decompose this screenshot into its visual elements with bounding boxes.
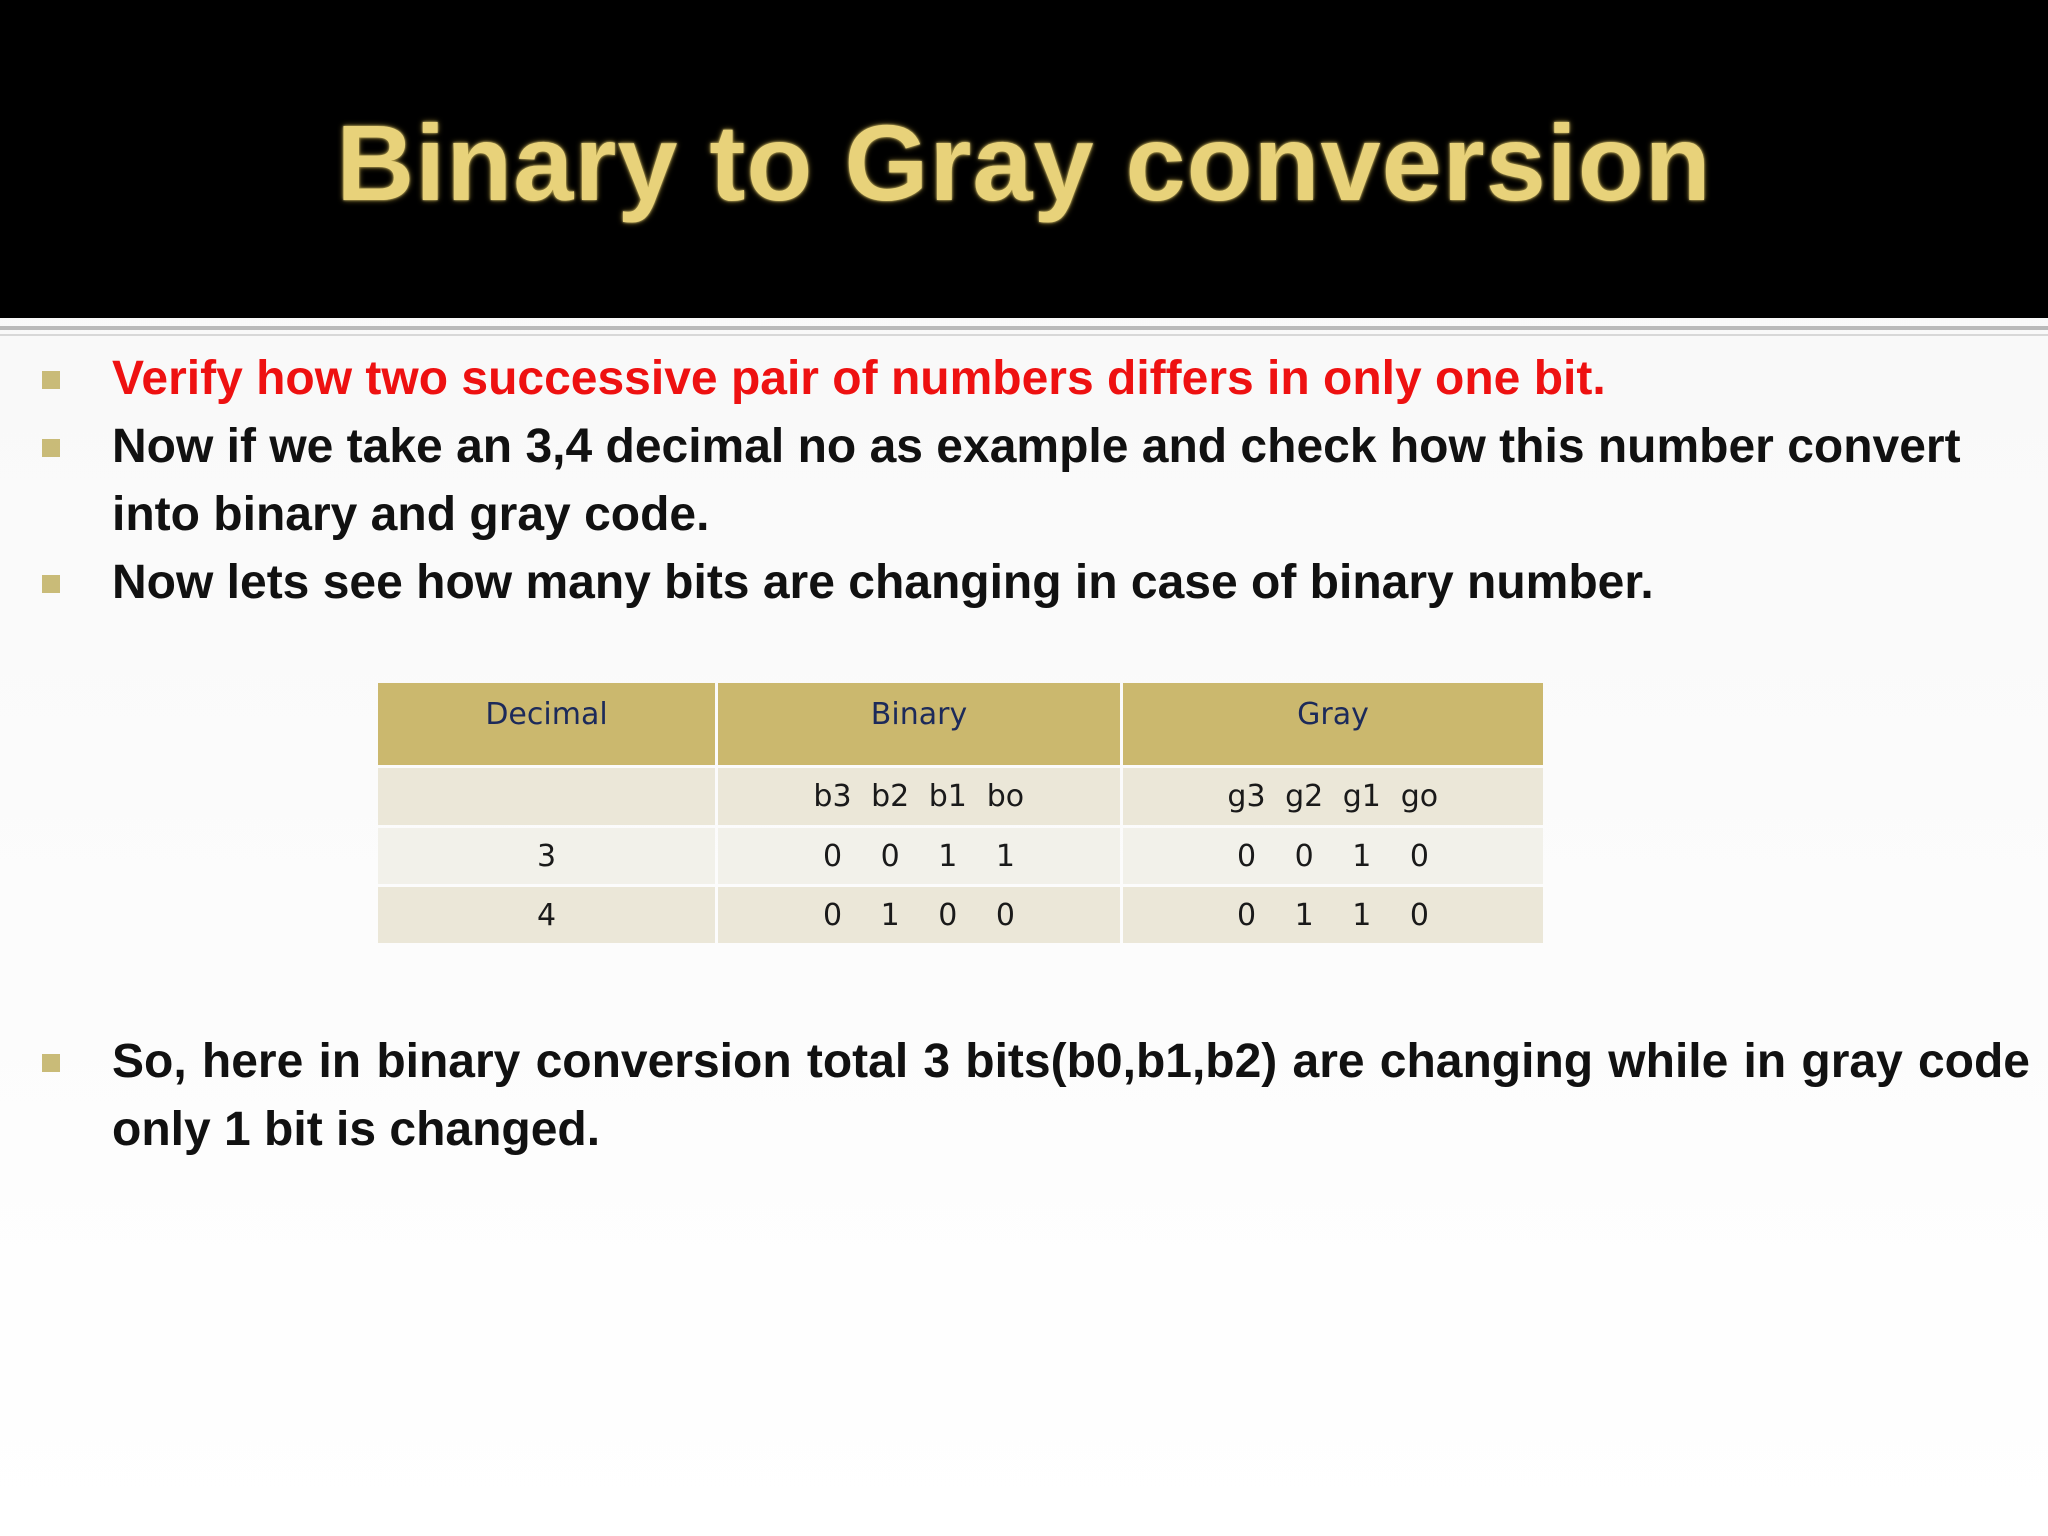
bullet-item	[40, 549, 2030, 617]
bit-value: 0	[1236, 897, 1257, 933]
table-row	[378, 828, 1543, 884]
header-decimal: Decimal	[378, 683, 715, 765]
bullet-list-bottom	[40, 1028, 2030, 1164]
bit-label: b3	[813, 779, 852, 814]
table-row	[378, 887, 1543, 943]
bit-label: b1	[928, 779, 967, 814]
bit-value: 1	[938, 838, 958, 874]
bit-value: 1	[1294, 897, 1314, 933]
bit-value: 1	[1352, 838, 1372, 874]
bullet-item	[40, 1028, 2030, 1164]
bit-value: 1	[995, 838, 1016, 874]
bit-value: 0	[938, 897, 958, 933]
square-bullet-icon	[42, 575, 60, 593]
bit-value: 1	[880, 897, 900, 933]
table-cell-empty	[378, 768, 715, 825]
header-gray: Gray	[1123, 683, 1543, 765]
gray-cell	[1123, 828, 1543, 884]
bit-value: 0	[1409, 838, 1430, 874]
bit-label: go	[1400, 779, 1439, 814]
square-bullet-icon	[42, 1054, 60, 1072]
header-binary: Binary	[718, 683, 1120, 765]
bullet-item	[40, 413, 2030, 549]
slide-title: Binary to Gray conversion	[336, 102, 1712, 223]
bit-label: g3	[1227, 779, 1266, 814]
bullet-text: Now if we take an 3,4 decimal no as example and check how this number convert into binary and gray code.	[112, 420, 1961, 541]
bit-label: g2	[1285, 779, 1324, 814]
bit-value: 0	[1294, 838, 1314, 874]
bullet-list	[40, 345, 2030, 617]
divider-line-secondary	[0, 334, 2048, 336]
bit-label: g1	[1342, 779, 1381, 814]
binary-cell	[718, 887, 1120, 943]
bit-value: 0	[822, 897, 843, 933]
square-bullet-icon	[42, 371, 60, 389]
bit-label: b2	[871, 779, 910, 814]
square-bullet-icon	[42, 439, 60, 457]
binary-cell	[718, 828, 1120, 884]
binary-bit-labels	[718, 768, 1120, 825]
bit-value: 0	[880, 838, 900, 874]
bullet-text: Now lets see how many bits are changing in case of binary number.	[112, 556, 1654, 609]
bit-value: 0	[822, 838, 843, 874]
table-header-row	[378, 683, 1543, 765]
gray-cell	[1123, 887, 1543, 943]
bit-value: 0	[1409, 897, 1430, 933]
gray-bit-labels	[1123, 768, 1543, 825]
decimal-cell: 4	[378, 887, 715, 943]
bit-value: 0	[995, 897, 1016, 933]
divider-line	[0, 326, 2048, 330]
title-bar	[0, 0, 2048, 318]
bullet-text: Verify how two successive pair of numbers differs in only one bit.	[112, 352, 1606, 405]
bit-value: 1	[1352, 897, 1372, 933]
bullet-item	[40, 345, 2030, 413]
bit-value: 0	[1236, 838, 1257, 874]
conversion-table	[375, 680, 1546, 946]
bit-label: bo	[986, 779, 1025, 814]
table-bit-label-row	[378, 768, 1543, 825]
decimal-cell: 3	[378, 828, 715, 884]
bullet-text: So, here in binary conversion total 3 bits(b0,b1,b2) are changing while in gray code only 1 bit is changed.	[112, 1035, 2030, 1156]
